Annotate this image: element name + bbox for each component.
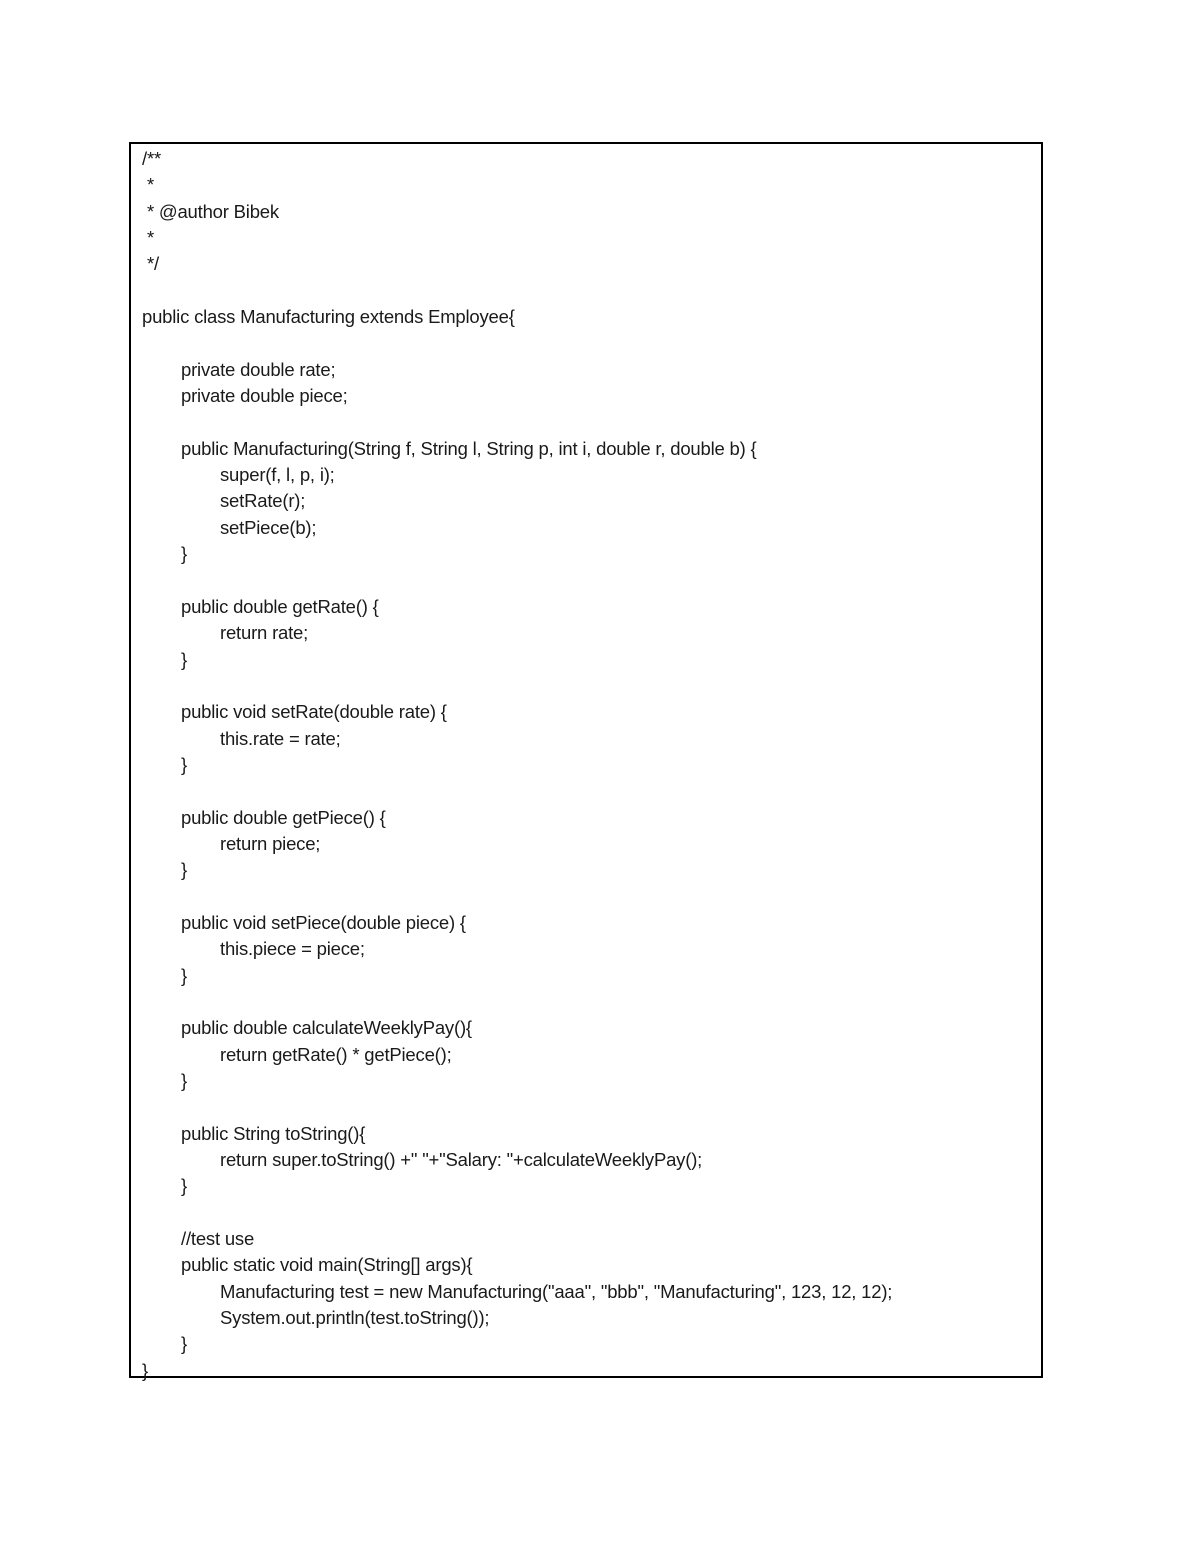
code-line xyxy=(142,1200,1031,1226)
code-line: } xyxy=(181,859,187,881)
code-line: public Manufacturing(String f, String l, String p, int i, double r, double b) { xyxy=(181,437,757,459)
code-line: this.rate = rate; xyxy=(220,727,341,749)
code-line: public double getRate() { xyxy=(181,595,379,617)
code-line: } xyxy=(181,648,187,670)
code-line: this.piece = piece; xyxy=(220,938,365,960)
code-line: } xyxy=(181,753,187,775)
code-line: } xyxy=(181,1175,187,1197)
code-line: private double rate; xyxy=(181,358,336,380)
code-line: } xyxy=(181,1070,187,1092)
code-line: return piece; xyxy=(220,832,321,854)
code-line: private double piece; xyxy=(181,385,348,407)
code-line: } xyxy=(181,964,187,986)
code-line xyxy=(142,778,1031,804)
code-line: Manufacturing test = new Manufacturing("aaa", "bbb", "Manufacturing", 123, 12, 12); xyxy=(220,1280,893,1302)
code-line: System.out.println(test.toString()); xyxy=(220,1307,490,1329)
code-line: /** xyxy=(142,148,161,169)
code-listing xyxy=(142,146,1031,1384)
code-line: } xyxy=(181,543,187,565)
code-line: public String toString(){ xyxy=(181,1122,366,1144)
code-line xyxy=(142,409,1031,435)
code-line: //test use xyxy=(181,1228,255,1250)
code-line xyxy=(142,330,1031,356)
code-line: } xyxy=(181,1333,187,1355)
code-line: * xyxy=(142,174,154,196)
code-line: * @author Bibek xyxy=(142,200,279,222)
code-line xyxy=(142,1094,1031,1120)
code-line: * xyxy=(142,227,154,249)
code-line xyxy=(142,278,1031,304)
code-line: } xyxy=(142,1359,148,1381)
code-line: public void setRate(double rate) { xyxy=(181,701,447,723)
code-line: public double calculateWeeklyPay(){ xyxy=(181,1017,472,1039)
code-line: setRate(r); xyxy=(220,490,306,512)
code-line: */ xyxy=(142,253,159,275)
code-line: setPiece(b); xyxy=(220,516,317,538)
code-line xyxy=(142,673,1031,699)
code-line: public static void main(String[] args){ xyxy=(181,1254,473,1276)
code-line: return rate; xyxy=(220,622,309,644)
code-line xyxy=(142,568,1031,594)
code-line: super(f, l, p, i); xyxy=(220,464,335,486)
code-line: public double getPiece() { xyxy=(181,806,386,828)
code-listing-box xyxy=(129,142,1043,1381)
code-line xyxy=(142,989,1031,1015)
code-line: return super.toString() +" "+"Salary: "+calculateWeeklyPay(); xyxy=(220,1149,703,1171)
code-line: public class Manufacturing extends Employee{ xyxy=(142,306,515,328)
code-line: return getRate() * getPiece(); xyxy=(220,1043,452,1065)
code-line xyxy=(142,884,1031,910)
code-line: public void setPiece(double piece) { xyxy=(181,911,466,933)
